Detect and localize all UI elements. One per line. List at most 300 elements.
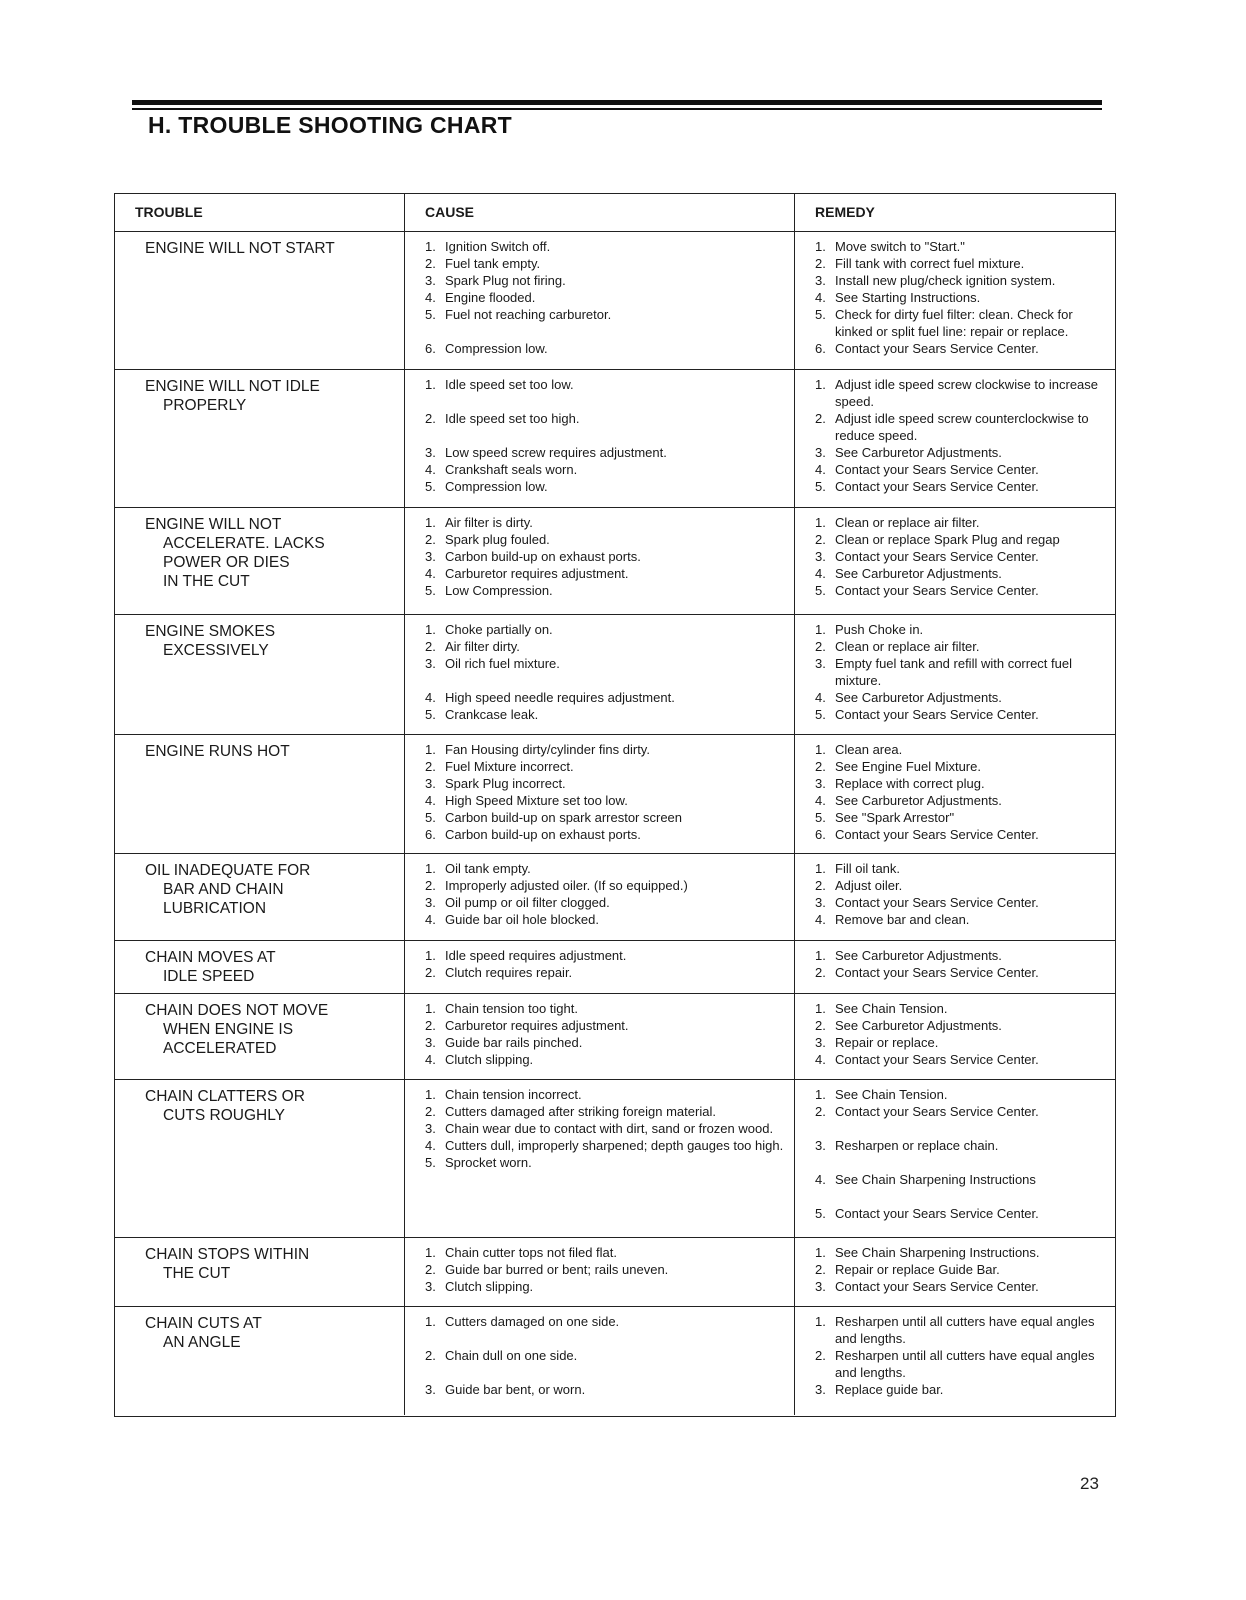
remedy-item-number: 2. [815,411,826,426]
cause-item [425,826,784,843]
trouble-label-line: OIL INADEQUATE FOR [145,862,311,879]
remedy-item-text: See Carburetor Adjustments. [835,445,1002,460]
remedy-cell [795,941,1115,994]
cause-item [425,565,784,582]
cause-item-number: 2. [425,411,436,426]
cause-item-text: Spark plug fouled. [445,532,550,547]
remedy-item-number: 2. [815,1018,826,1033]
remedy-item-text: Resharpen until all cutters have equal angles and lengths. [835,1348,1095,1380]
cause-item-number: 2. [425,639,436,654]
trouble-cell [115,615,405,735]
remedy-item-text: Clean or replace air filter. [835,515,980,530]
remedy-item-text: See Engine Fuel Mixture. [835,759,981,774]
cause-item-text: Chain tension too tight. [445,1001,578,1016]
cause-item [425,689,784,706]
cause-cell [405,854,795,941]
cause-item-number: 3. [425,656,436,671]
remedy-item-text: Contact your Sears Service Center. [835,583,1039,598]
remedy-item [815,1244,1105,1261]
remedy-item-number: 3. [815,1382,826,1397]
trouble-cell [115,994,405,1080]
remedy-item [815,531,1105,548]
cause-item-text: Spark Plug not firing. [445,273,566,288]
trouble-label-line: ACCELERATED [163,1040,277,1057]
remedy-item-text: Adjust idle speed screw counterclockwise to reduce speed. [835,411,1089,443]
cause-list [425,947,784,981]
cause-item-number: 2. [425,256,436,271]
cause-item-number: 1. [425,515,436,530]
cause-item-number: 1. [425,377,436,392]
remedy-item-number: 5. [815,583,826,598]
cause-item [425,238,784,255]
top-rule-thin [132,108,1102,110]
trouble-shooting-table [114,193,1116,1417]
spacer [425,393,784,410]
remedy-item-text: Contact your Sears Service Center. [835,895,1039,910]
remedy-item [815,638,1105,655]
remedy-item-number: 3. [815,1279,826,1294]
cause-item-text: Compression low. [445,479,548,494]
cause-item-text: Chain cutter tops not filed flat. [445,1245,617,1260]
cause-cell [405,735,795,854]
trouble-label-line: AN ANGLE [163,1334,241,1351]
cause-cell [405,1080,795,1238]
cause-item [425,548,784,565]
trouble-label-line: PROPERLY [163,397,247,414]
remedy-item [815,860,1105,877]
cause-item [425,255,784,272]
cause-item-number: 4. [425,690,436,705]
remedy-item [815,741,1105,758]
spacer [425,323,784,340]
cause-item [425,947,784,964]
remedy-item [815,947,1105,964]
cause-item [425,340,784,357]
remedy-item-number: 1. [815,622,826,637]
cause-item-text: Guide bar bent, or worn. [445,1382,586,1397]
cause-item [425,792,784,809]
trouble-label-line: ENGINE WILL NOT START [145,240,335,257]
trouble-cell [115,1238,405,1307]
cause-cell [405,232,795,370]
cause-list [425,621,784,723]
remedy-item [815,877,1105,894]
remedy-item-text: See Carburetor Adjustments. [835,948,1002,963]
remedy-item-number: 5. [815,479,826,494]
cause-item [425,964,784,981]
cause-item-number: 6. [425,827,436,842]
remedy-item-text: See Carburetor Adjustments. [835,793,1002,808]
remedy-item [815,826,1105,843]
cause-item-text: Cutters damaged on one side. [445,1314,620,1329]
remedy-item-number: 2. [815,965,826,980]
remedy-cell [795,615,1115,735]
cause-item-number: 1. [425,1314,436,1329]
remedy-item-text: See Chain Tension. [835,1087,948,1102]
remedy-item-text: Move switch to "Start." [835,239,965,254]
cause-item [425,582,784,599]
cause-item-text: Oil pump or oil filter clogged. [445,895,610,910]
cause-item-number: 3. [425,445,436,460]
cause-item-number: 3. [425,549,436,564]
cause-item-number: 2. [425,759,436,774]
remedy-item-text: Adjust oiler. [835,878,903,893]
trouble-cell [115,370,405,508]
cause-item [425,1261,784,1278]
cause-list [425,238,784,357]
cause-item-number: 6. [425,341,436,356]
cause-list [425,376,784,495]
remedy-item-number: 1. [815,948,826,963]
remedy-item-number: 1. [815,1087,826,1102]
remedy-item-number: 1. [815,377,826,392]
remedy-item-number: 4. [815,462,826,477]
remedy-item-number: 2. [815,256,826,271]
remedy-item-number: 3. [815,273,826,288]
trouble-label-line: ENGINE WILL NOT [145,516,282,533]
cause-item [425,1347,784,1364]
trouble-cell [115,232,405,370]
cause-item-number: 2. [425,532,436,547]
cause-item-number: 1. [425,861,436,876]
cause-item [425,758,784,775]
remedy-item [815,444,1105,461]
remedy-cell [795,370,1115,508]
cause-item-number: 2. [425,1348,436,1363]
remedy-item-text: Replace guide bar. [835,1382,944,1397]
cause-cell [405,994,795,1080]
remedy-item [815,410,1105,444]
remedy-item [815,1137,1105,1154]
cause-item [425,1137,784,1154]
cause-item-number: 4. [425,290,436,305]
remedy-item [815,1171,1105,1188]
remedy-item-text: Adjust idle speed screw clockwise to increase speed. [835,377,1099,409]
remedy-item [815,376,1105,410]
cause-cell [405,1238,795,1307]
cause-cell [405,941,795,994]
cause-item-number: 5. [425,707,436,722]
remedy-cell [795,994,1115,1080]
cause-item-text: Air filter is dirty. [445,515,533,530]
remedy-item-text: See Chain Tension. [835,1001,948,1016]
remedy-list [815,238,1105,357]
remedy-item-text: Contact your Sears Service Center. [835,341,1039,356]
cause-item-text: Spark Plug incorrect. [445,776,566,791]
remedy-item-number: 1. [815,1245,826,1260]
remedy-item-number: 1. [815,742,826,757]
remedy-list [815,1000,1105,1068]
remedy-item-number: 3. [815,895,826,910]
remedy-item-text: Check for dirty fuel filter: clean. Check for kinked or split fuel line: repair or replace. [835,307,1073,339]
trouble-label-line: CHAIN CLATTERS OR [145,1088,305,1105]
trouble-cell [115,1080,405,1238]
remedy-item-text: Repair or replace Guide Bar. [835,1262,1000,1277]
cause-item-number: 2. [425,1018,436,1033]
remedy-item-text: Resharpen or replace chain. [835,1138,999,1153]
cause-item-text: Guide bar oil hole blocked. [445,912,599,927]
cause-item [425,809,784,826]
spacer [425,1364,784,1381]
remedy-item-number: 3. [815,445,826,460]
cause-cell [405,370,795,508]
cause-item [425,621,784,638]
remedy-item [815,1313,1105,1347]
page-number: 23 [1080,1474,1099,1493]
cause-item-number: 4. [425,462,436,477]
remedy-item-number: 4. [815,566,826,581]
remedy-item [815,1278,1105,1295]
remedy-item-number: 6. [815,827,826,842]
cause-item-number: 3. [425,1279,436,1294]
remedy-item [815,582,1105,599]
cause-item-text: Carburetor requires adjustment. [445,566,629,581]
cause-item-number: 1. [425,742,436,757]
remedy-item [815,548,1105,565]
cause-item [425,272,784,289]
trouble-label-line: CHAIN CUTS AT [145,1315,262,1332]
spacer [425,672,784,689]
cause-item [425,289,784,306]
remedy-item-text: Clean or replace air filter. [835,639,980,654]
remedy-item [815,565,1105,582]
trouble-label-line: CHAIN DOES NOT MOVE [145,1002,329,1019]
remedy-item [815,775,1105,792]
cause-item-text: Chain tension incorrect. [445,1087,582,1102]
remedy-item [815,306,1105,340]
remedy-item [815,655,1105,689]
cause-item-number: 4. [425,1052,436,1067]
cause-item-text: Idle speed set too low. [445,377,574,392]
trouble-cell [115,508,405,615]
cause-item [425,911,784,928]
cause-item-number: 5. [425,479,436,494]
cause-item [425,531,784,548]
remedy-list [815,621,1105,723]
remedy-item-number: 6. [815,341,826,356]
remedy-item [815,964,1105,981]
trouble-cell [115,1307,405,1415]
remedy-cell [795,1080,1115,1238]
cause-item [425,1000,784,1017]
remedy-item [815,514,1105,531]
remedy-item-text: Contact your Sears Service Center. [835,549,1039,564]
remedy-list [815,1086,1105,1222]
remedy-item-number: 5. [815,1206,826,1221]
remedy-item-text: Resharpen until all cutters have equal angles and lengths. [835,1314,1095,1346]
cause-item-number: 4. [425,793,436,808]
remedy-item-text: See "Spark Arrestor" [835,810,955,825]
remedy-item [815,1017,1105,1034]
cause-item [425,1103,784,1120]
cause-item-number: 5. [425,810,436,825]
cause-item-text: Guide bar burred or bent; rails uneven. [445,1262,669,1277]
cause-item-text: Chain dull on one side. [445,1348,578,1363]
cause-item [425,376,784,393]
cause-item [425,894,784,911]
remedy-item [815,238,1105,255]
remedy-item [815,689,1105,706]
remedy-item [815,1103,1105,1120]
remedy-item-text: Install new plug/check ignition system. [835,273,1056,288]
spacer [425,427,784,444]
cause-item-number: 2. [425,1104,436,1119]
cause-item-number: 1. [425,1087,436,1102]
cause-item-text: Guide bar rails pinched. [445,1035,583,1050]
trouble-label-line: WHEN ENGINE IS [163,1021,294,1038]
cause-list [425,1313,784,1398]
cause-item-text: Fan Housing dirty/cylinder fins dirty. [445,742,650,757]
cause-list [425,741,784,843]
remedy-item-text: Push Choke in. [835,622,924,637]
cause-item-number: 2. [425,965,436,980]
cause-item [425,514,784,531]
remedy-item [815,1086,1105,1103]
spacer [815,1188,1105,1205]
remedy-item-text: Contact your Sears Service Center. [835,1206,1039,1221]
cause-item [425,1313,784,1330]
cause-item-number: 5. [425,583,436,598]
cause-item-text: Carbon build-up on spark arrestor screen [445,810,683,825]
remedy-item-number: 2. [815,532,826,547]
cause-item-number: 3. [425,1382,436,1397]
remedy-item-text: Contact your Sears Service Center. [835,1052,1039,1067]
cause-item-text: Improperly adjusted oiler. (If so equipped.) [445,878,688,893]
remedy-item [815,1000,1105,1017]
trouble-label-line: ENGINE RUNS HOT [145,743,290,760]
remedy-list [815,1313,1105,1398]
cause-list [425,1086,784,1171]
remedy-item-text: See Carburetor Adjustments. [835,690,1002,705]
page-title: H. TROUBLE SHOOTING CHART [148,112,512,138]
remedy-item-text: Contact your Sears Service Center. [835,965,1039,980]
cause-item-text: Fuel tank empty. [445,256,541,271]
remedy-item-text: Contact your Sears Service Center. [835,1104,1039,1119]
remedy-item [815,911,1105,928]
cause-item-text: Low Compression. [445,583,553,598]
cause-item [425,461,784,478]
remedy-item-number: 2. [815,759,826,774]
remedy-cell [795,508,1115,615]
remedy-item-number: 1. [815,1001,826,1016]
cause-item [425,306,784,323]
cause-item-text: Carbon build-up on exhaust ports. [445,827,641,842]
cause-item-number: 3. [425,273,436,288]
remedy-item-number: 3. [815,549,826,564]
remedy-item-text: Clean or replace Spark Plug and regap [835,532,1060,547]
cause-item-number: 4. [425,1138,436,1153]
trouble-label-line: POWER OR DIES [163,554,290,571]
cause-item-number: 2. [425,1262,436,1277]
cause-item-text: Clutch slipping. [445,1279,534,1294]
remedy-list [815,1244,1105,1295]
trouble-label-line: IN THE CUT [163,573,250,590]
remedy-list [815,514,1105,599]
remedy-item-text: Contact your Sears Service Center. [835,462,1039,477]
remedy-item-number: 1. [815,1314,826,1329]
cause-item-text: Idle speed requires adjustment. [445,948,627,963]
cause-cell [405,615,795,735]
trouble-label-line: ENGINE SMOKES [145,623,276,640]
remedy-item [815,255,1105,272]
remedy-item-text: Remove bar and clean. [835,912,970,927]
cause-item [425,1017,784,1034]
cause-item-number: 3. [425,1121,436,1136]
remedy-list [815,860,1105,928]
cause-item-number: 5. [425,1155,436,1170]
trouble-label-line: IDLE SPEED [163,968,255,985]
cause-item-number: 4. [425,566,436,581]
cause-item-text: High Speed Mixture set too low. [445,793,628,808]
cause-item-text: Crankshaft seals worn. [445,462,578,477]
remedy-cell [795,1307,1115,1415]
trouble-cell [115,941,405,994]
cause-item [425,1034,784,1051]
trouble-label-line: BAR AND CHAIN [163,881,284,898]
cause-item [425,444,784,461]
remedy-item-text: Contact your Sears Service Center. [835,479,1039,494]
cause-list [425,514,784,599]
cause-item-number: 4. [425,912,436,927]
cause-item-number: 1. [425,622,436,637]
remedy-item-number: 3. [815,776,826,791]
remedy-item-text: See Chain Sharpening Instructions. [835,1245,1040,1260]
spacer [815,1120,1105,1137]
remedy-item-number: 3. [815,656,826,671]
remedy-item-number: 2. [815,639,826,654]
header-cause: CAUSE [405,194,795,232]
cause-item [425,1051,784,1068]
remedy-cell [795,854,1115,941]
remedy-item [815,1347,1105,1381]
cause-item-number: 5. [425,307,436,322]
cause-item-text: Choke partially on. [445,622,553,637]
remedy-item-text: Repair or replace. [835,1035,939,1050]
remedy-item [815,706,1105,723]
cause-item-text: Cutters dull, improperly sharpened; depth gauges too high. [445,1138,784,1153]
cause-item-text: Sprocket worn. [445,1155,532,1170]
trouble-label-line: ACCELERATE. LACKS [163,535,325,552]
cause-item-text: Compression low. [445,341,548,356]
remedy-cell [795,1238,1115,1307]
cause-item-text: Engine flooded. [445,290,536,305]
cause-item-number: 1. [425,948,436,963]
remedy-item-text: Contact your Sears Service Center. [835,827,1039,842]
remedy-item-number: 4. [815,912,826,927]
remedy-item-text: Clean area. [835,742,903,757]
cause-item-text: Oil rich fuel mixture. [445,656,560,671]
top-rule [132,100,1102,105]
remedy-item [815,461,1105,478]
trouble-label-line: LUBRICATION [163,900,267,917]
cause-item-text: Cutters damaged after striking foreign material. [445,1104,716,1119]
cause-item [425,1120,784,1137]
cause-item-text: Clutch requires repair. [445,965,573,980]
remedy-list [815,376,1105,495]
remedy-item [815,1205,1105,1222]
remedy-item-number: 5. [815,307,826,322]
remedy-item-text: Fill oil tank. [835,861,901,876]
cause-item-number: 3. [425,895,436,910]
trouble-label-line: CHAIN MOVES AT [145,949,276,966]
cause-item-number: 1. [425,1245,436,1260]
cause-item-text: Idle speed set too high. [445,411,580,426]
trouble-label-line: CHAIN STOPS WITHIN [145,1246,310,1263]
remedy-item [815,289,1105,306]
remedy-item-text: See Carburetor Adjustments. [835,1018,1002,1033]
remedy-cell [795,232,1115,370]
remedy-item-text: Contact your Sears Service Center. [835,1279,1039,1294]
